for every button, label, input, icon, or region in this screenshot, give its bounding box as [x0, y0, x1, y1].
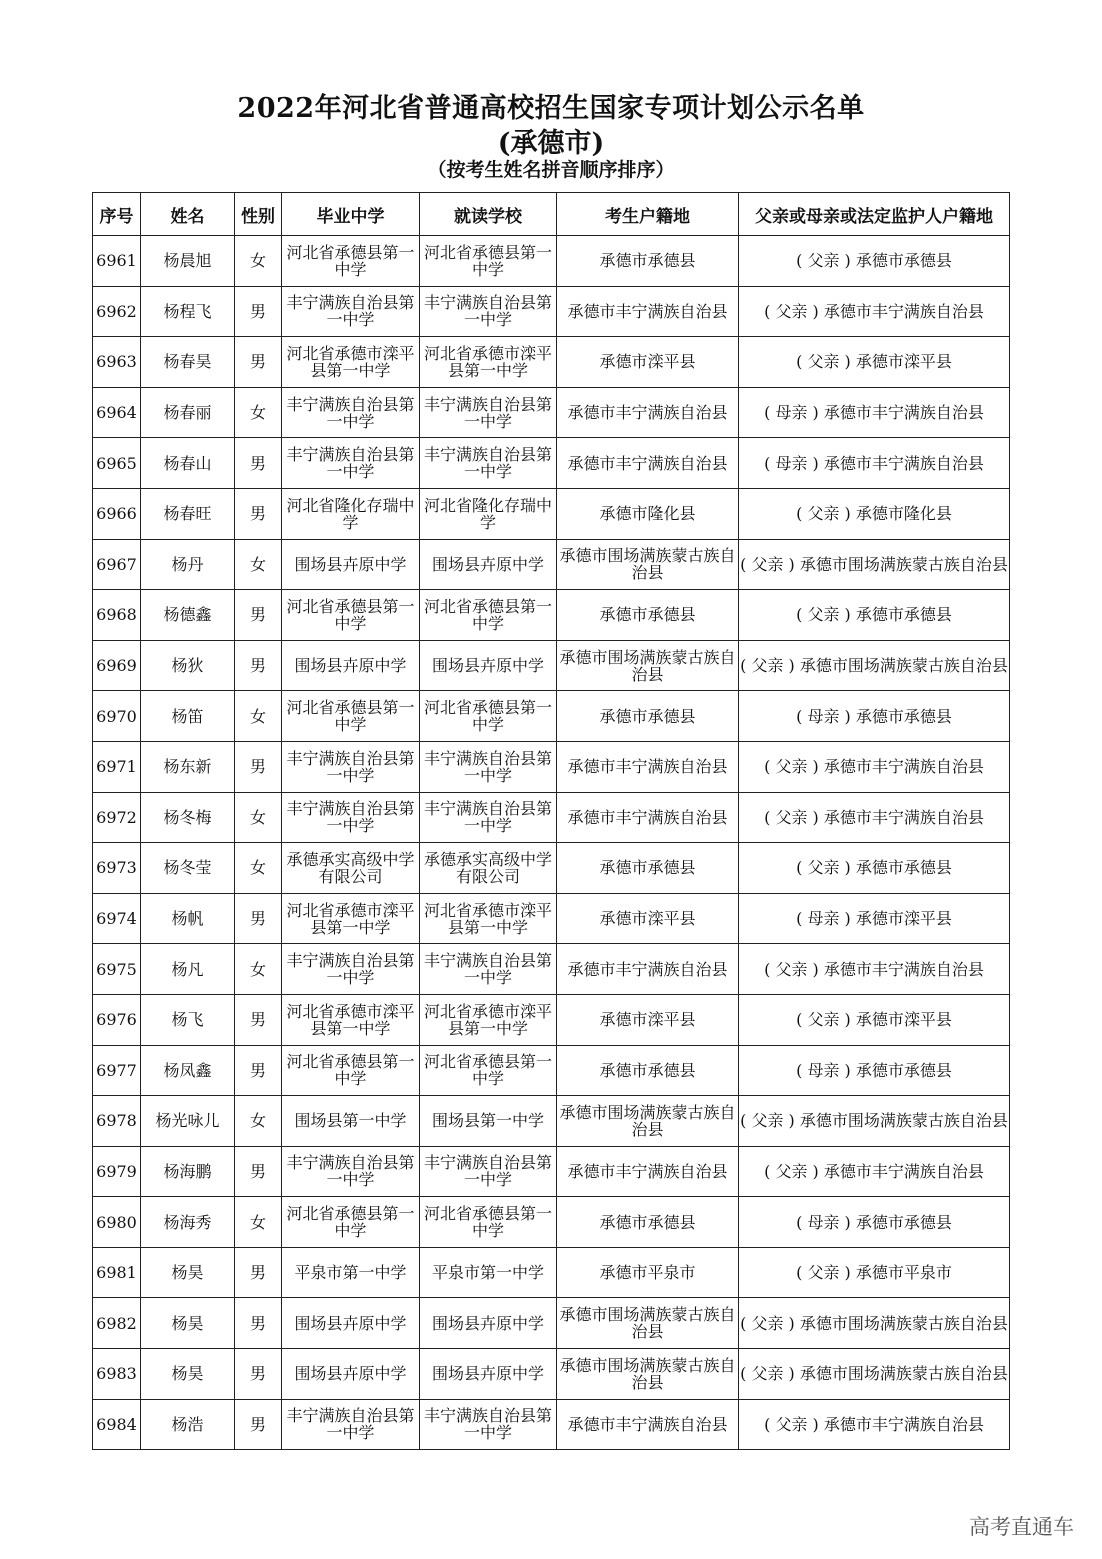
table-header	[93, 193, 1010, 236]
student-hukou-cell: 承德市承德县	[557, 691, 739, 742]
guardian-hukou-cell: ( 父亲 ) 承德市平泉市	[739, 1247, 1010, 1298]
name-cell: 杨春丽	[141, 387, 235, 438]
serial-cell: 6974	[93, 893, 141, 944]
name-cell: 杨程飞	[141, 286, 235, 337]
student-hukou-cell: 承德市滦平县	[557, 893, 739, 944]
student-hukou-cell: 承德市丰宁满族自治县	[557, 387, 739, 438]
current-school-cell: 河北省隆化存瑞中学	[420, 488, 557, 539]
gender-cell: 男	[235, 1399, 282, 1450]
student-hukou-cell: 承德市丰宁满族自治县	[557, 792, 739, 843]
gender-cell: 女	[235, 1197, 282, 1248]
current-school-cell: 丰宁满族自治县第一中学	[420, 438, 557, 489]
student-hukou-cell: 承德市承德县	[557, 236, 739, 287]
graduation-school-cell: 围场县卉原中学	[282, 539, 420, 590]
graduation-school-cell: 承德承实高级中学有限公司	[282, 843, 420, 894]
guardian-hukou-cell: ( 母亲 ) 承德市承德县	[739, 1045, 1010, 1096]
graduation-school-cell: 河北省承德县第一中学	[282, 1045, 420, 1096]
serial-cell: 6980	[93, 1197, 141, 1248]
student-hukou-cell: 承德市平泉市	[557, 1247, 739, 1298]
guardian-hukou-cell: ( 父亲 ) 承德市滦平县	[739, 337, 1010, 388]
guardian-hukou-cell: ( 父亲 ) 承德市丰宁满族自治县	[739, 741, 1010, 792]
current-school-cell: 河北省承德县第一中学	[420, 590, 557, 641]
name-cell: 杨晨旭	[141, 236, 235, 287]
serial-cell: 6964	[93, 387, 141, 438]
student-hukou-cell: 承德市丰宁满族自治县	[557, 286, 739, 337]
table-row	[93, 944, 1010, 995]
student-hukou-cell: 承德市隆化县	[557, 488, 739, 539]
name-cell: 杨浩	[141, 1399, 235, 1450]
graduation-school-cell: 河北省隆化存瑞中学	[282, 488, 420, 539]
current-school-cell: 丰宁满族自治县第一中学	[420, 286, 557, 337]
student-hukou-cell: 承德市滦平县	[557, 994, 739, 1045]
serial-cell: 6968	[93, 590, 141, 641]
serial-cell: 6972	[93, 792, 141, 843]
graduation-school-cell: 丰宁满族自治县第一中学	[282, 438, 420, 489]
gender-cell: 男	[235, 590, 282, 641]
serial-cell: 6963	[93, 337, 141, 388]
gender-cell: 男	[235, 1298, 282, 1349]
serial-cell: 6966	[93, 488, 141, 539]
current-school-cell: 河北省承德县第一中学	[420, 691, 557, 742]
gender-cell: 男	[235, 337, 282, 388]
table-row	[93, 1349, 1010, 1400]
student-hukou-cell: 承德市丰宁满族自治县	[557, 1146, 739, 1197]
student-hukou-cell: 承德市承德县	[557, 590, 739, 641]
header-current-school: 就读学校	[420, 193, 557, 236]
serial-cell: 6978	[93, 1096, 141, 1147]
table-row	[93, 286, 1010, 337]
name-cell: 杨凡	[141, 944, 235, 995]
current-school-cell: 河北省承德市滦平县第一中学	[420, 337, 557, 388]
graduation-school-cell: 丰宁满族自治县第一中学	[282, 286, 420, 337]
graduation-school-cell: 河北省承德市滦平县第一中学	[282, 893, 420, 944]
current-school-cell: 河北省承德市滦平县第一中学	[420, 994, 557, 1045]
current-school-cell: 平泉市第一中学	[420, 1247, 557, 1298]
gender-cell: 男	[235, 1349, 282, 1400]
page-title: 2022年河北省普通高校招生国家专项计划公示名单	[237, 93, 865, 124]
gender-cell: 男	[235, 1247, 282, 1298]
table-row	[93, 1197, 1010, 1248]
name-cell: 杨凤鑫	[141, 1045, 235, 1096]
current-school-cell: 河北省承德县第一中学	[420, 236, 557, 287]
guardian-hukou-cell: ( 父亲 ) 承德市围场满族蒙古族自治县	[739, 640, 1010, 691]
student-hukou-cell: 承德市承德县	[557, 1197, 739, 1248]
graduation-school-cell: 围场县第一中学	[282, 1096, 420, 1147]
table-body	[93, 236, 1010, 1450]
gender-cell: 男	[235, 994, 282, 1045]
graduation-school-cell: 河北省承德市滦平县第一中学	[282, 337, 420, 388]
student-hukou-cell: 承德市围场满族蒙古族自治县	[557, 640, 739, 691]
serial-cell: 6973	[93, 843, 141, 894]
roster-table	[92, 192, 1010, 1450]
graduation-school-cell: 河北省承德县第一中学	[282, 236, 420, 287]
guardian-hukou-cell: ( 母亲 ) 承德市承德县	[739, 691, 1010, 742]
current-school-cell: 围场县卉原中学	[420, 539, 557, 590]
current-school-cell: 河北省承德县第一中学	[420, 1197, 557, 1248]
student-hukou-cell: 承德市丰宁满族自治县	[557, 438, 739, 489]
sort-note: （按考生姓名拼音顺序排序）	[427, 159, 675, 181]
header-name: 姓名	[141, 193, 235, 236]
student-hukou-cell: 承德市围场满族蒙古族自治县	[557, 1349, 739, 1400]
serial-cell: 6979	[93, 1146, 141, 1197]
table-row	[93, 1096, 1010, 1147]
header-graduation-school: 毕业中学	[282, 193, 420, 236]
gender-cell: 女	[235, 539, 282, 590]
guardian-hukou-cell: ( 父亲 ) 承德市隆化县	[739, 488, 1010, 539]
table-row	[93, 792, 1010, 843]
guardian-hukou-cell: ( 父亲 ) 承德市承德县	[739, 236, 1010, 287]
guardian-hukou-cell: ( 母亲 ) 承德市丰宁满族自治县	[739, 438, 1010, 489]
header-serial: 序号	[93, 193, 141, 236]
serial-cell: 6965	[93, 438, 141, 489]
table-row	[93, 1247, 1010, 1298]
watermark: 高考直通车	[969, 1515, 1074, 1539]
name-cell: 杨春旺	[141, 488, 235, 539]
current-school-cell: 丰宁满族自治县第一中学	[420, 1146, 557, 1197]
student-hukou-cell: 承德市承德县	[557, 1045, 739, 1096]
guardian-hukou-cell: ( 父亲 ) 承德市丰宁满族自治县	[739, 792, 1010, 843]
table-row	[93, 1399, 1010, 1450]
graduation-school-cell: 河北省承德县第一中学	[282, 1197, 420, 1248]
guardian-hukou-cell: ( 母亲 ) 承德市滦平县	[739, 893, 1010, 944]
current-school-cell: 丰宁满族自治县第一中学	[420, 792, 557, 843]
student-hukou-cell: 承德市围场满族蒙古族自治县	[557, 1096, 739, 1147]
serial-cell: 6967	[93, 539, 141, 590]
serial-cell: 6975	[93, 944, 141, 995]
name-cell: 杨飞	[141, 994, 235, 1045]
current-school-cell: 承德承实高级中学有限公司	[420, 843, 557, 894]
current-school-cell: 围场县卉原中学	[420, 1349, 557, 1400]
guardian-hukou-cell: ( 父亲 ) 承德市丰宁满族自治县	[739, 286, 1010, 337]
name-cell: 杨光咏儿	[141, 1096, 235, 1147]
serial-cell: 6982	[93, 1298, 141, 1349]
guardian-hukou-cell: ( 父亲 ) 承德市滦平县	[739, 994, 1010, 1045]
gender-cell: 女	[235, 843, 282, 894]
name-cell: 杨海秀	[141, 1197, 235, 1248]
name-cell: 杨昊	[141, 1349, 235, 1400]
serial-cell: 6976	[93, 994, 141, 1045]
graduation-school-cell: 围场县卉原中学	[282, 640, 420, 691]
gender-cell: 男	[235, 488, 282, 539]
student-hukou-cell: 承德市承德县	[557, 843, 739, 894]
guardian-hukou-cell: ( 母亲 ) 承德市承德县	[739, 1197, 1010, 1248]
table-row	[93, 590, 1010, 641]
graduation-school-cell: 平泉市第一中学	[282, 1247, 420, 1298]
header-gender: 性别	[235, 193, 282, 236]
serial-cell: 6977	[93, 1045, 141, 1096]
table-row	[93, 691, 1010, 742]
current-school-cell: 丰宁满族自治县第一中学	[420, 387, 557, 438]
graduation-school-cell: 丰宁满族自治县第一中学	[282, 944, 420, 995]
gender-cell: 男	[235, 438, 282, 489]
name-cell: 杨丹	[141, 539, 235, 590]
guardian-hukou-cell: ( 母亲 ) 承德市丰宁满族自治县	[739, 387, 1010, 438]
guardian-hukou-cell: ( 父亲 ) 承德市围场满族蒙古族自治县	[739, 539, 1010, 590]
gender-cell: 女	[235, 1096, 282, 1147]
student-hukou-cell: 承德市围场满族蒙古族自治县	[557, 1298, 739, 1349]
table-row	[93, 741, 1010, 792]
table-row	[93, 438, 1010, 489]
table-row	[93, 236, 1010, 287]
graduation-school-cell: 围场县卉原中学	[282, 1349, 420, 1400]
gender-cell: 男	[235, 640, 282, 691]
current-school-cell: 围场县卉原中学	[420, 1298, 557, 1349]
current-school-cell: 丰宁满族自治县第一中学	[420, 741, 557, 792]
table-row	[93, 337, 1010, 388]
table-row	[93, 1298, 1010, 1349]
guardian-hukou-cell: ( 父亲 ) 承德市围场满族蒙古族自治县	[739, 1096, 1010, 1147]
graduation-school-cell: 丰宁满族自治县第一中学	[282, 792, 420, 843]
serial-cell: 6971	[93, 741, 141, 792]
header-student-hukou: 考生户籍地	[557, 193, 739, 236]
graduation-school-cell: 河北省承德县第一中学	[282, 691, 420, 742]
student-hukou-cell: 承德市丰宁满族自治县	[557, 944, 739, 995]
table-row	[93, 539, 1010, 590]
graduation-school-cell: 围场县卉原中学	[282, 1298, 420, 1349]
graduation-school-cell: 丰宁满族自治县第一中学	[282, 387, 420, 438]
page-subtitle-city: (承德市)	[497, 128, 605, 159]
guardian-hukou-cell: ( 父亲 ) 承德市丰宁满族自治县	[739, 1146, 1010, 1197]
student-hukou-cell: 承德市丰宁满族自治县	[557, 741, 739, 792]
serial-cell: 6962	[93, 286, 141, 337]
name-cell: 杨狄	[141, 640, 235, 691]
serial-cell: 6981	[93, 1247, 141, 1298]
current-school-cell: 丰宁满族自治县第一中学	[420, 1399, 557, 1450]
table-row	[93, 387, 1010, 438]
table-row	[93, 893, 1010, 944]
name-cell: 杨冬莹	[141, 843, 235, 894]
graduation-school-cell: 丰宁满族自治县第一中学	[282, 1146, 420, 1197]
table-row	[93, 640, 1010, 691]
table-row	[93, 1045, 1010, 1096]
student-hukou-cell: 承德市滦平县	[557, 337, 739, 388]
graduation-school-cell: 河北省承德县第一中学	[282, 590, 420, 641]
current-school-cell: 丰宁满族自治县第一中学	[420, 944, 557, 995]
table-row	[93, 1146, 1010, 1197]
name-cell: 杨德鑫	[141, 590, 235, 641]
guardian-hukou-cell: ( 父亲 ) 承德市丰宁满族自治县	[739, 944, 1010, 995]
graduation-school-cell: 河北省承德市滦平县第一中学	[282, 994, 420, 1045]
student-hukou-cell: 承德市丰宁满族自治县	[557, 1399, 739, 1450]
gender-cell: 女	[235, 236, 282, 287]
current-school-cell: 河北省承德县第一中学	[420, 1045, 557, 1096]
name-cell: 杨昊	[141, 1247, 235, 1298]
table-row	[93, 843, 1010, 894]
name-cell: 杨东新	[141, 741, 235, 792]
name-cell: 杨笛	[141, 691, 235, 742]
guardian-hukou-cell: ( 父亲 ) 承德市承德县	[739, 590, 1010, 641]
name-cell: 杨海鹏	[141, 1146, 235, 1197]
student-hukou-cell: 承德市围场满族蒙古族自治县	[557, 539, 739, 590]
header-guardian-hukou: 父亲或母亲或法定监护人户籍地	[739, 193, 1010, 236]
name-cell: 杨帆	[141, 893, 235, 944]
gender-cell: 男	[235, 893, 282, 944]
current-school-cell: 围场县第一中学	[420, 1096, 557, 1147]
name-cell: 杨春山	[141, 438, 235, 489]
serial-cell: 6961	[93, 236, 141, 287]
gender-cell: 男	[235, 1045, 282, 1096]
serial-cell: 6970	[93, 691, 141, 742]
gender-cell: 女	[235, 792, 282, 843]
gender-cell: 女	[235, 691, 282, 742]
table-row	[93, 488, 1010, 539]
guardian-hukou-cell: ( 父亲 ) 承德市围场满族蒙古族自治县	[739, 1349, 1010, 1400]
gender-cell: 女	[235, 387, 282, 438]
serial-cell: 6984	[93, 1399, 141, 1450]
guardian-hukou-cell: ( 父亲 ) 承德市承德县	[739, 843, 1010, 894]
graduation-school-cell: 丰宁满族自治县第一中学	[282, 1399, 420, 1450]
gender-cell: 男	[235, 741, 282, 792]
serial-cell: 6983	[93, 1349, 141, 1400]
gender-cell: 女	[235, 944, 282, 995]
serial-cell: 6969	[93, 640, 141, 691]
table-row	[93, 994, 1010, 1045]
current-school-cell: 围场县卉原中学	[420, 640, 557, 691]
current-school-cell: 河北省承德市滦平县第一中学	[420, 893, 557, 944]
gender-cell: 男	[235, 1146, 282, 1197]
guardian-hukou-cell: ( 父亲 ) 承德市丰宁满族自治县	[739, 1399, 1010, 1450]
gender-cell: 男	[235, 286, 282, 337]
name-cell: 杨昊	[141, 1298, 235, 1349]
name-cell: 杨春昊	[141, 337, 235, 388]
guardian-hukou-cell: ( 父亲 ) 承德市围场满族蒙古族自治县	[739, 1298, 1010, 1349]
name-cell: 杨冬梅	[141, 792, 235, 843]
graduation-school-cell: 丰宁满族自治县第一中学	[282, 741, 420, 792]
